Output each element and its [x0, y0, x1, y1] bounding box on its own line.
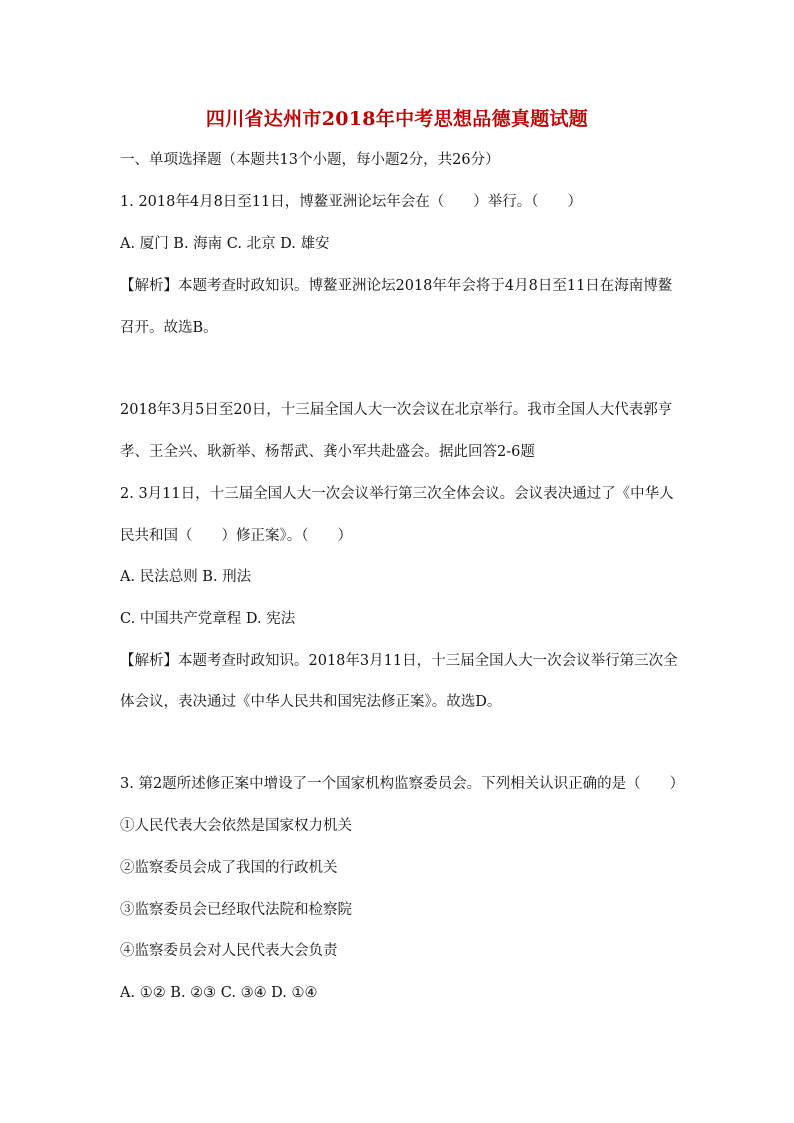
question-3-item-4: ④监察委员会对人民代表大会负责: [120, 943, 338, 959]
question-1-analysis-line-2: 召开。故选B。: [120, 320, 218, 336]
question-2-options-line-1: A. 民法总则 B. 刑法: [120, 569, 252, 585]
question-1-options: A. 厦门 B. 海南 C. 北京 D. 雄安: [120, 236, 330, 252]
question-2-options-line-2: C. 中国共产党章程 D. 宪法: [120, 611, 296, 627]
question-3-options: A. ①② B. ②③ C. ③④ D. ①④: [120, 985, 318, 1001]
question-2-analysis-line-2: 体会议，表决通过《中华人民共和国宪法修正案》。故选D。: [120, 694, 502, 710]
question-2-stem-line-1: 2. 3月11日，十三届全国人大一次会议举行第三次全体会议。会议表决通过了《中华人: [120, 486, 674, 502]
material-line-2: 孝、王全兴、耿新举、杨帮武、龚小军共赴盛会。据此回答2-6题: [120, 444, 535, 460]
question-3-item-2: ②监察委员会成了我国的行政机关: [120, 860, 338, 876]
question-3-stem: 3. 第2题所述修正案中增设了一个国家机构监察委员会。下列相关认识正确的是（ ）: [120, 776, 685, 792]
question-3-item-3: ③监察委员会已经取代法院和检察院: [120, 902, 352, 918]
material-line-1: 2018年3月5日至20日，十三届全国人大一次会议在北京举行。我市全国人大代表郭亨: [120, 402, 673, 418]
question-1-stem: 1. 2018年4月8日至11日，博鳌亚洲论坛年会在（ ）举行。（ ）: [120, 194, 582, 210]
question-2-analysis-line-1: 【解析】本题考查时政知识。2018年3月11日，十三届全国人大一次会议举行第三次全: [120, 653, 678, 669]
question-1-analysis-line-1: 【解析】本题考查时政知识。博鳌亚洲论坛2018年年会将于4月8日至11日在海南博鳌: [120, 278, 673, 294]
section-heading: 一、单项选择题（本题共13个小题，每小题2分，共26分）: [120, 152, 500, 168]
question-2-stem-line-2: 民共和国（ ）修正案》。（ ）: [120, 528, 352, 544]
question-3-item-1: ①人民代表大会依然是国家权力机关: [120, 818, 352, 834]
page-title: 四川省达州市2018年中考思想品德真题试题: [205, 108, 589, 130]
